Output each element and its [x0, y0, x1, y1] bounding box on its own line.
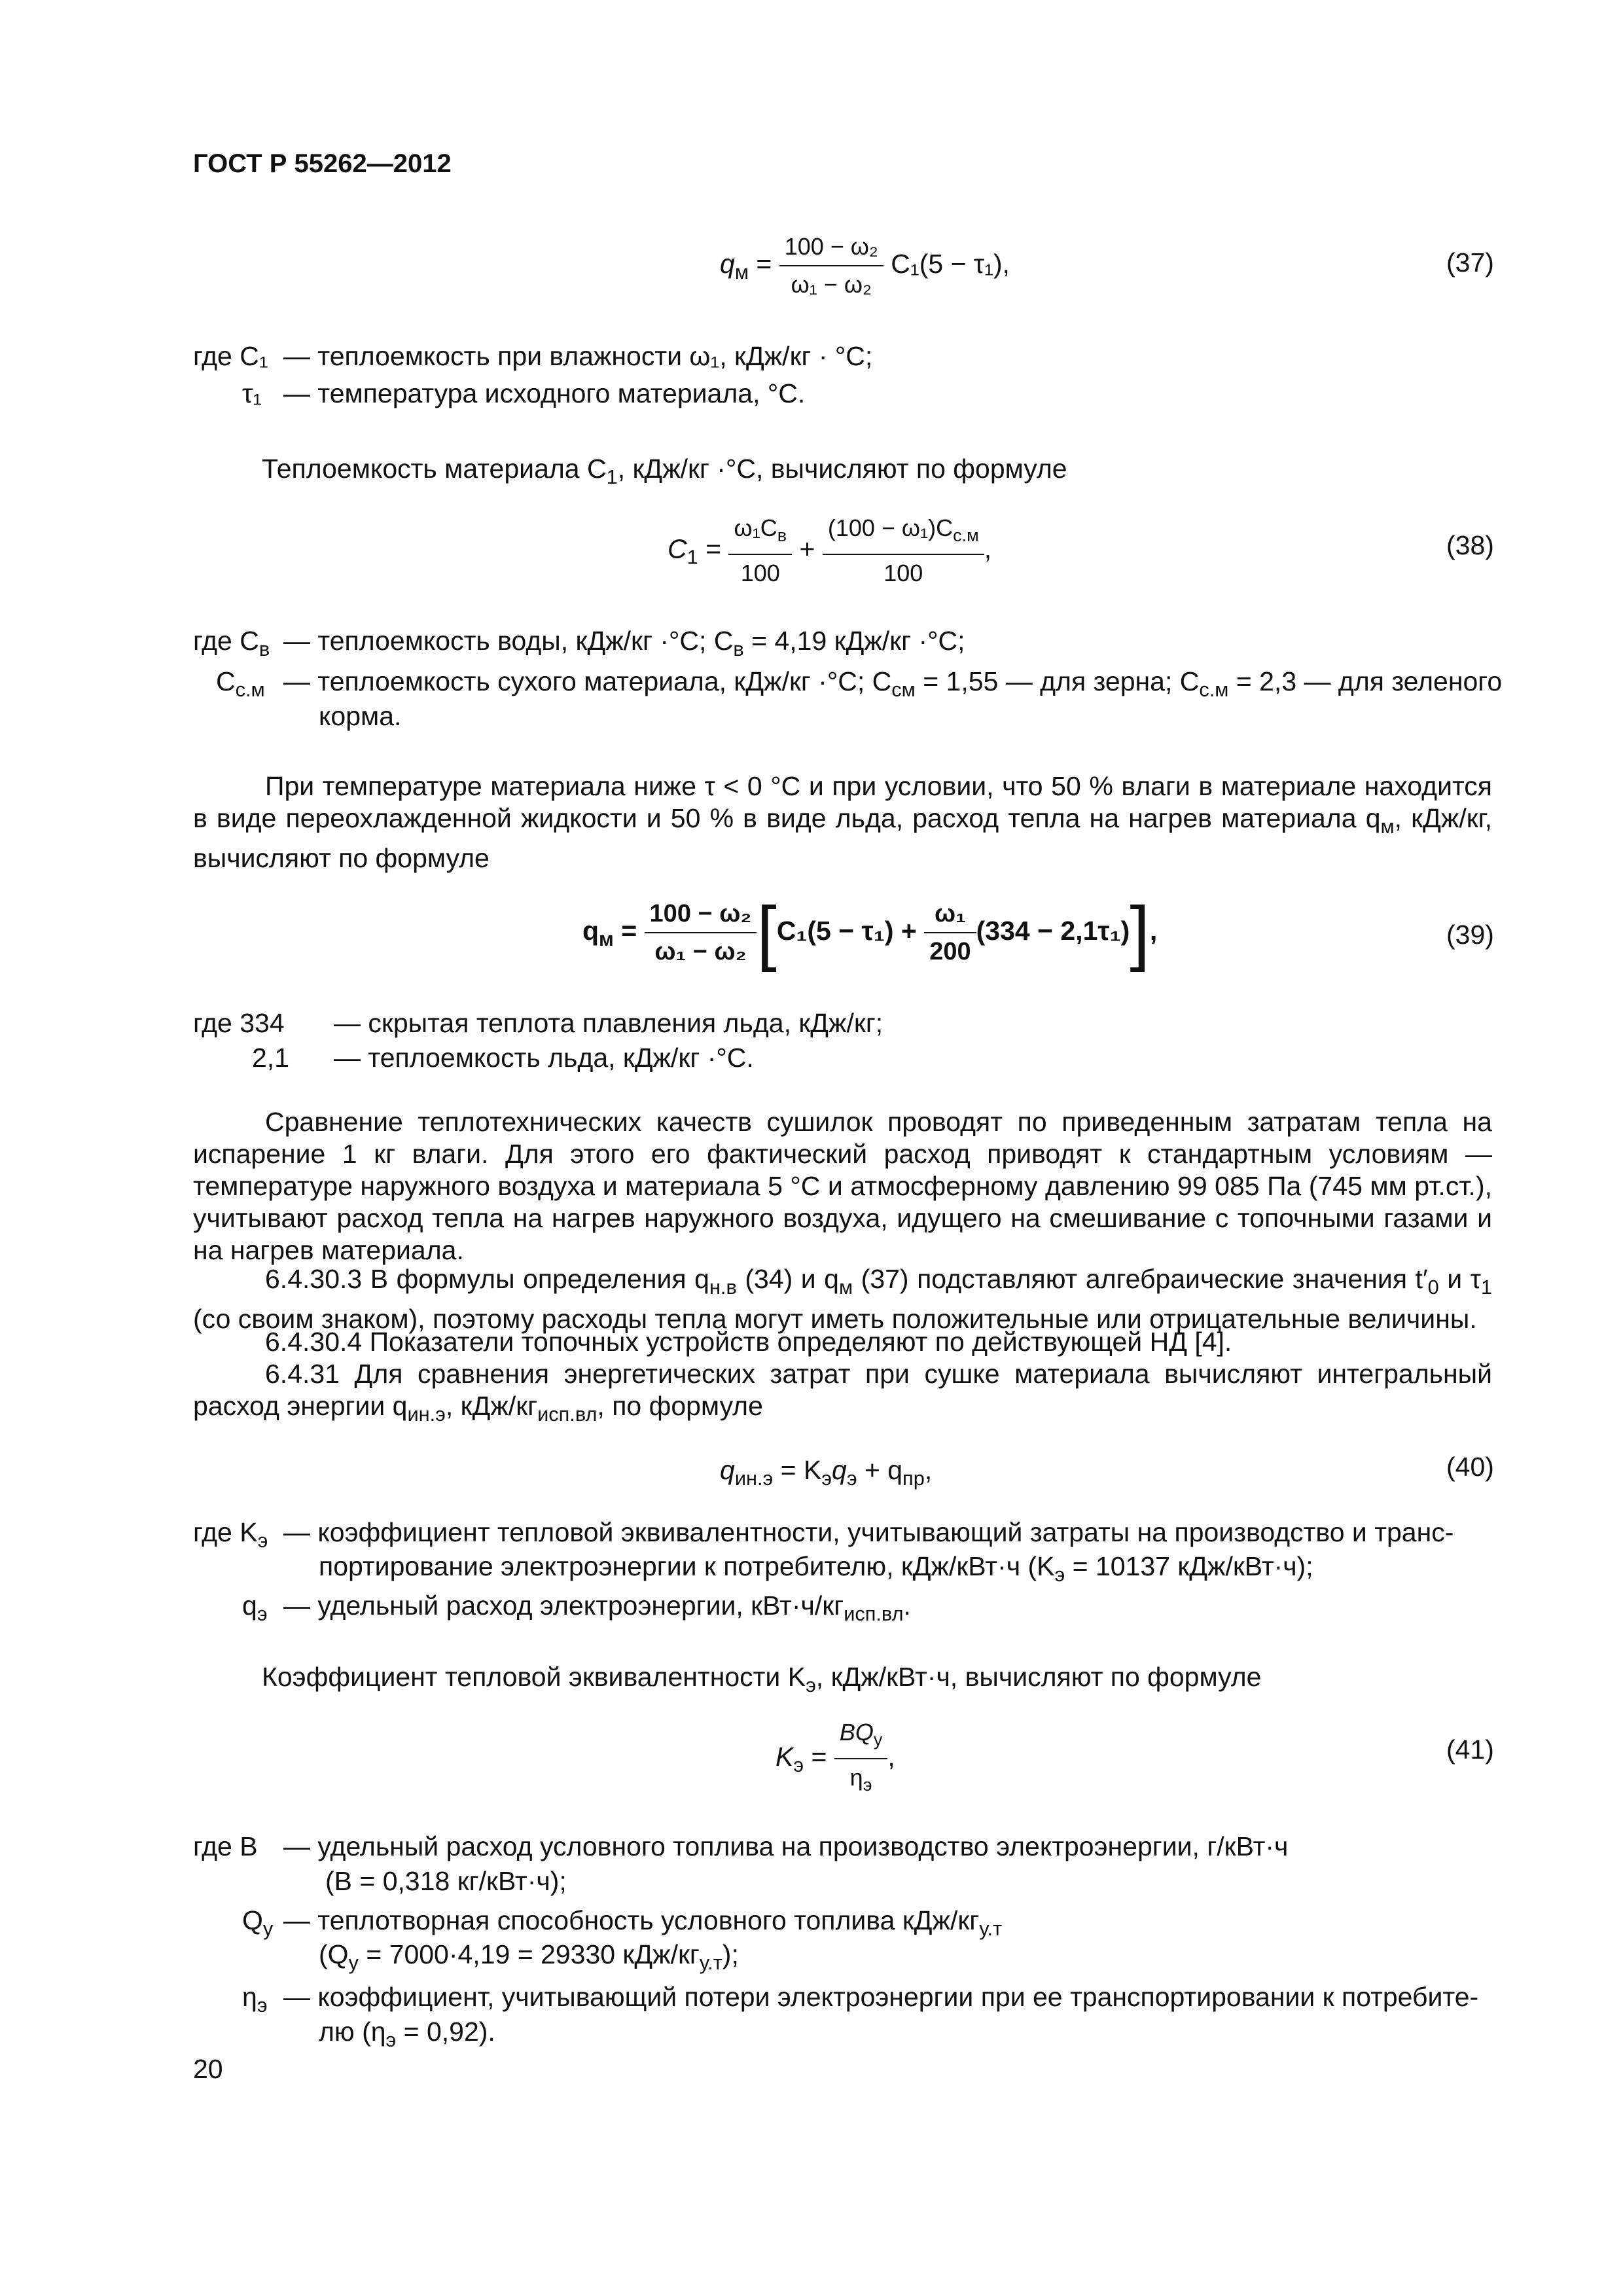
- eq38-num1-sub: в: [777, 526, 787, 546]
- def41-2-text-cont: [319, 1937, 739, 1980]
- d38-2-term-sub: с.м: [235, 678, 265, 702]
- d40-2-term: q: [242, 1590, 257, 1621]
- eq37-lhs-sub: м: [734, 260, 749, 284]
- equation-number-37: (37): [1446, 247, 1494, 278]
- eq41-num-sub: у: [873, 1730, 883, 1750]
- p-keff-b: , кДж/кВт·ч, вычисляют по формуле: [815, 1662, 1262, 1692]
- eq37-denominator: ω₁ − ω₂: [791, 271, 872, 298]
- page-number: 20: [193, 2054, 223, 2084]
- def41-2-term: [242, 1903, 273, 1946]
- def38-1-text: [283, 624, 965, 666]
- def40-1-term: [193, 1515, 268, 1558]
- eq37-lhs: q: [720, 248, 735, 279]
- eq39-lhs: q: [582, 915, 599, 946]
- paragraph-compare: Сравнение теплотехнических качеств сушилок проводят по приведенным затратам тепла на испарение 1 кг влаги. Для этого его фактический расход приводят к стандартным условиям — температуре наружного воздуха и материала 5 °С и атмосферному давлению 99 085 Па (745 мм рт.ст.), учитывают расход тепла на нагрев наружного воздуха, идущего на смешивание с топочными газами и на нагрев материала.: [193, 1107, 1492, 1265]
- eq38-den2: 100: [883, 560, 923, 587]
- p6430-3-sub3: 0: [1427, 1276, 1439, 1299]
- def40-2-term: [242, 1588, 268, 1631]
- eq41-den-sub: э: [863, 1775, 872, 1795]
- eq38-num1: ω₁C: [734, 514, 777, 541]
- p-temp-b: , кДж/кг, вычисляют по формуле: [193, 803, 1492, 874]
- paragraph-c1: [262, 452, 1067, 494]
- d41-3-text3: = 0,92).: [396, 2017, 495, 2047]
- d38-1-text-sub: в: [733, 637, 744, 661]
- paragraph-keff: [262, 1660, 1261, 1702]
- d38-2-text-sub2: с.м: [1199, 678, 1229, 702]
- d41-2-term: Q: [242, 1905, 263, 1935]
- eq39-lhs-sub: м: [599, 927, 614, 951]
- p6430-3-d: и τ: [1438, 1264, 1481, 1294]
- eq39-inner-fraction: [924, 899, 976, 966]
- eq41-num: BQ: [839, 1719, 874, 1746]
- eq37-fraction: [779, 232, 883, 299]
- d41-3-term: η: [242, 1982, 257, 2012]
- def41-3-term: [242, 1980, 268, 2022]
- d41-3-text2-sub: э: [385, 2028, 397, 2052]
- eq40-rhs2-sub: э: [846, 1467, 857, 1490]
- d40-1-term-sub: э: [257, 1529, 268, 1552]
- eq38-lhs: C: [668, 533, 687, 564]
- p6431-b: , кДж/кг: [445, 1391, 538, 1421]
- d38-1-text: — теплоемкость воды, кДж/кг ·°С; C: [283, 626, 734, 656]
- eq41-lhs-sub: э: [793, 1753, 804, 1777]
- d38-2-text2: = 1,55 — для зерна; C: [915, 666, 1200, 696]
- d41-2-text2-sub: у: [348, 1951, 359, 1975]
- d41-3-term-sub: э: [257, 1994, 268, 2017]
- p-temp-a: При температуре материала ниже τ < 0 °С и при условии, что 50 % влаги в материале находится в виде переохлажденной жидкости и 50 % в виде льда, расход тепла на нагрев материала q: [193, 771, 1492, 833]
- equation-39: $q_м$ = $\frac{\text{100 − ω₂}}{\text{ω₁ − ω₂}}$ [C₁(5 − τ₁) + $\frac{\text{ω₁}}{200}$ (334 − 2,1τ₁)],: [582, 892, 1158, 973]
- d41-2-text3-sub: у.т: [699, 1951, 722, 1975]
- p6430-3-sub4: 1: [1480, 1276, 1492, 1299]
- eq40-rhs3-sub: пр: [902, 1467, 925, 1490]
- equation-number-38: (38): [1446, 530, 1494, 560]
- eq38-fraction-1: [728, 514, 792, 588]
- d38-2-term: C: [216, 666, 236, 696]
- p6430-3-c: (37) подставляют алгебраические значения t′: [853, 1264, 1428, 1294]
- d40-2-term-sub: э: [257, 1602, 268, 1626]
- equation-40: [720, 1453, 932, 1496]
- def38-1-term: [193, 624, 270, 666]
- equation-number-39: (39): [1446, 920, 1494, 950]
- d40-1-text2-sub: э: [1054, 1563, 1065, 1587]
- document-header: ГОСТ Р 55262—2012: [193, 149, 452, 178]
- eq39-numerator: 100 − ω₂: [645, 899, 757, 933]
- def39-1-term: где 334: [193, 1008, 285, 1038]
- d41-2-text2: (Q: [319, 1939, 349, 1969]
- eq39-fraction: [645, 899, 757, 966]
- eq40-tail: ,: [924, 1455, 933, 1485]
- d40-1-text3: = 10137 кДж/кВт·ч);: [1065, 1551, 1313, 1581]
- eq39-inner2: (334 − 2,1τ₁): [976, 915, 1130, 946]
- eq40-rhs3: + q: [857, 1455, 903, 1485]
- eq38-den1: 100: [740, 560, 780, 587]
- def41-1-term: где B: [193, 1831, 258, 1861]
- def37-2-text: — температура исходного материала, °С.: [283, 378, 806, 408]
- eq38-lhs-sub: 1: [687, 545, 698, 569]
- p6431-sub2: исп.вл: [537, 1403, 597, 1426]
- equation-number-40: (40): [1446, 1452, 1494, 1482]
- p6430-3-b: (34) и q: [736, 1264, 839, 1294]
- def37-1-text: — теплоемкость при влажности ω₁, кДж/кг · °С;: [283, 341, 873, 371]
- d38-2-text-sub1: см: [891, 678, 916, 702]
- p6430-3-a: 6.4.30.3 В формулы определения q: [265, 1264, 709, 1294]
- eq41-lhs: K: [776, 1741, 794, 1772]
- p6431-c: , по формуле: [597, 1391, 763, 1421]
- eq41-fraction: [834, 1718, 888, 1799]
- p6431-sub1: ин.э: [407, 1403, 446, 1426]
- equation-41: $K_э$ = $\frac{BQ_у}{\eta_э}$ ,: [776, 1718, 895, 1799]
- d38-2-text: — теплоемкость сухого материала, кДж/кг ·°С; C: [283, 666, 892, 696]
- def41-1-text: — удельный расход условного топлива на производство электроэнергии, г/кВт·ч: [283, 1831, 1289, 1861]
- d41-2-text-sub: у.т: [979, 1917, 1003, 1941]
- d40-2-text2: .: [903, 1590, 911, 1621]
- paragraph-6-4-30-4: 6.4.30.4 Показатели топочных устройств определяют по действующей НД [4].: [265, 1327, 1232, 1357]
- eq39-left-bracket: [: [757, 892, 777, 973]
- eq40-rhs2: q: [832, 1455, 847, 1485]
- eq38-num2: (100 − ω₁)C: [827, 514, 954, 541]
- d41-2-text: — теплотворная способность условного топлива кДж/кг: [283, 1905, 980, 1935]
- def41-3-text: — коэффициент, учитывающий потери электроэнергии при ее транспортировании к потребите-: [283, 1982, 1479, 2012]
- d40-2-text-sub: исп.вл: [844, 1602, 904, 1626]
- p-temp-sub: м: [1380, 815, 1395, 838]
- equation-number-41: (41): [1446, 1734, 1494, 1765]
- def40-1-text: — коэффициент тепловой эквивалентности, учитывающий затраты на производство и транс-: [283, 1517, 1454, 1547]
- d38-1-text2: = 4,19 кДж/кг ·°С;: [743, 626, 965, 656]
- eq39-inner1: C₁(5 − τ₁) +: [776, 915, 917, 946]
- p-keff-a: Коэффициент тепловой эквивалентности K: [262, 1662, 806, 1692]
- p6430-3-sub2: м: [839, 1276, 853, 1299]
- d38-2-text3: = 2,3 — для зеленого: [1228, 666, 1503, 696]
- paragraph-6-4-30-3: [193, 1263, 1492, 1335]
- d40-1-text2: портирование электроэнергии к потребителю, кДж/кВт·ч (K: [319, 1551, 1055, 1581]
- p-c1-sub: 1: [606, 465, 618, 489]
- equation-38: $C_1$ = $\frac{\omega_1C_в}{100}$ + $\frac{(100 - \omega_1)C_{с.м}}{100}$ ,: [668, 514, 992, 587]
- eq39-right-bracket: ]: [1130, 892, 1150, 973]
- d41-2-text3: = 7000·4,19 = 29330 кДж/кг: [358, 1939, 700, 1969]
- d40-1-term: где K: [193, 1517, 258, 1547]
- eq39-denominator: ω₁ − ω₂: [654, 938, 747, 965]
- d41-2-text4: );: [722, 1939, 739, 1969]
- d38-1-term-sub: в: [259, 637, 270, 661]
- eq40-rhs1-sub: э: [821, 1467, 832, 1490]
- paragraph-temperature: [193, 770, 1492, 874]
- d41-3-text2: лю (η: [319, 2017, 386, 2047]
- eq37-rhs: C₁(5 − τ₁),: [891, 248, 1010, 279]
- paragraph-6-4-31: [193, 1358, 1492, 1430]
- eq38-num2-sub: с.м: [953, 526, 979, 546]
- def39-1-text: — скрытая теплота плавления льда, кДж/кг;: [334, 1008, 883, 1038]
- def38-2-text-cont: корма.: [319, 701, 402, 731]
- def41-3-text-cont: [319, 2015, 495, 2057]
- p6430-3-e: (со своим знаком), поэтому расходы тепла могут иметь положительные или отрицательные величины.: [193, 1304, 1477, 1335]
- eq41-den: η: [849, 1764, 863, 1791]
- def39-2-term: 2,1: [252, 1043, 289, 1073]
- def37-1-term: где C₁: [193, 341, 268, 371]
- eq39-inner-numerator: ω₁: [924, 899, 976, 933]
- def38-2-term: [216, 664, 265, 707]
- eq40-lhs: q: [720, 1455, 735, 1485]
- def39-2-text: — теплоемкость льда, кДж/кг ·°С.: [334, 1043, 754, 1073]
- eq39-inner-denominator: 200: [929, 938, 971, 965]
- d41-2-term-sub: у: [262, 1917, 274, 1941]
- p6431-a: 6.4.31 Для сравнения энергетических затрат при сушке материала вычисляют интегральный расход энергии q: [193, 1359, 1492, 1421]
- equation-37: $q_м$ = $\frac{\text{100 − ω₂}}{\text{ω₁ − ω₂}}$ C₁(5 − τ₁),: [720, 233, 1010, 298]
- eq40-rhs1: = K: [773, 1455, 822, 1485]
- d38-1-term: где C: [193, 626, 259, 656]
- eq37-numerator: 100 − ω₂: [779, 232, 883, 266]
- def41-1-text-cont: (B = 0,318 кг/кВт·ч);: [325, 1866, 567, 1896]
- p6430-3-sub1: н.в: [709, 1276, 737, 1299]
- eq40-lhs-sub: ин.э: [734, 1467, 774, 1490]
- d40-2-text: — удельный расход электроэнергии, кВт·ч/кг: [283, 1590, 844, 1621]
- def40-2-text: [283, 1588, 911, 1631]
- def37-2-term: τ₁: [242, 378, 262, 408]
- def38-2-text: [283, 664, 1502, 707]
- p-c1-b: , кДж/кг ·°С, вычисляют по формуле: [617, 454, 1067, 484]
- def40-1-text-cont: [319, 1549, 1313, 1592]
- p-keff-sub: э: [806, 1674, 816, 1697]
- eq38-fraction-2: [823, 514, 984, 588]
- p-c1-a: Теплоемкость материала C: [262, 454, 607, 484]
